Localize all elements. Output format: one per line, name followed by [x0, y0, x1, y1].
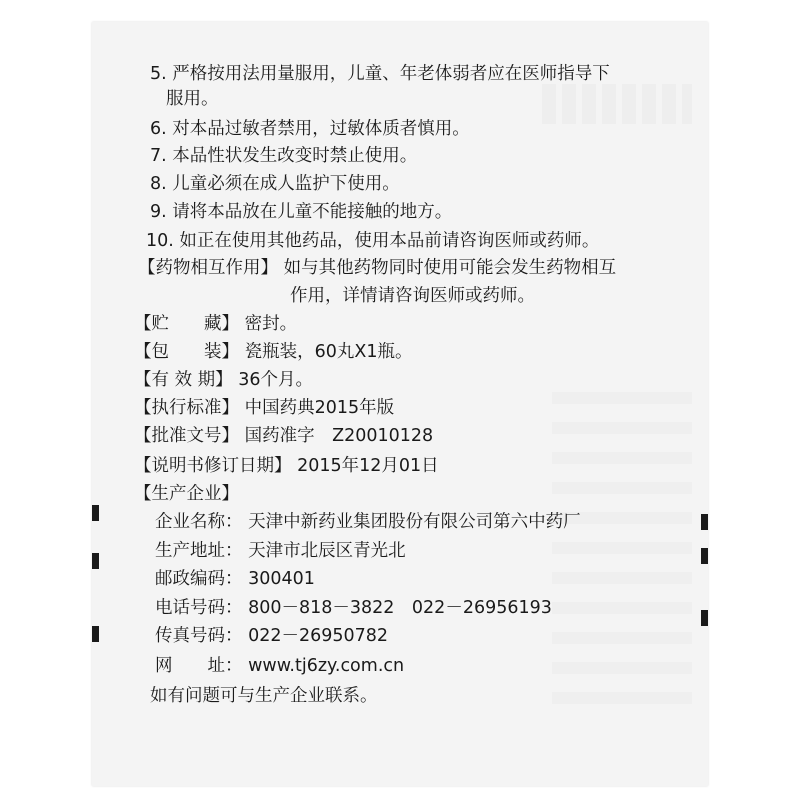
item-text: 请将本品放在儿童不能接触的地方。: [172, 202, 453, 222]
section-label: 【生产企业】: [134, 484, 239, 504]
precaution-item-8: [150, 173, 400, 195]
item-text: 对本品过敏者禁用，过敏体质者慎用。: [172, 119, 470, 139]
item-number: 7.: [150, 146, 167, 166]
field-label: 企业名称：: [155, 512, 243, 532]
section-label: 【批准文号】: [134, 426, 239, 446]
item-text: 严格按用法用量服用，儿童、年老体弱者应在医师指导下: [172, 64, 610, 84]
section-standard: [134, 397, 394, 419]
field-label: 电话号码：: [155, 598, 243, 618]
section-text-continued: 作用，详情请咨询医师或药师。: [290, 286, 535, 306]
company-postcode-row: [155, 568, 315, 590]
section-storage: [134, 313, 297, 335]
field-label: 生产地址：: [155, 541, 243, 561]
item-text: 本品性状发生改变时禁止使用。: [172, 146, 418, 166]
section-label: 【说明书修订日期】: [134, 456, 292, 476]
precaution-item-10: [146, 230, 599, 252]
section-text: 密封。: [244, 314, 298, 334]
field-label: 网 址：: [155, 656, 243, 676]
precaution-item-6: [150, 118, 470, 140]
field-label: 邮政编码：: [155, 569, 243, 589]
item-number: 6.: [150, 119, 167, 139]
item-number: 8.: [150, 174, 167, 194]
show-through-texture: [552, 392, 692, 712]
company-website-row: [155, 655, 404, 677]
item-number: 10.: [146, 231, 174, 251]
company-phone-row: [155, 597, 552, 619]
section-label: 【贮 藏】: [134, 314, 239, 334]
field-value: 800－818－3822 022－26956193: [248, 598, 552, 618]
registration-mark: [92, 505, 99, 521]
registration-mark: [701, 548, 708, 564]
section-text: 如与其他药物同时使用可能会发生药物相互: [283, 258, 617, 278]
item-text: 儿童必须在成人监护下使用。: [172, 174, 400, 194]
section-text: 36个月。: [238, 370, 313, 390]
item-text-continued: 服用。: [166, 89, 219, 109]
section-package: [134, 341, 412, 363]
section-validity: [134, 369, 313, 391]
company-fax-row: [155, 625, 388, 647]
field-value: 300401: [248, 569, 315, 589]
section-label: 【包 装】: [134, 342, 239, 362]
section-label: 【药物相互作用】: [138, 258, 278, 278]
section-label: 【有 效 期】: [134, 370, 233, 390]
show-through-texture: [542, 84, 692, 124]
field-value: 022－26950782: [248, 626, 389, 646]
section-revision-date: [134, 455, 439, 477]
item-number: 5.: [150, 64, 167, 84]
section-text: 中国药典2015年版: [244, 398, 395, 418]
section-text: 2015年12月01日: [297, 456, 439, 476]
section-label: 【执行标准】: [134, 398, 239, 418]
footer-contact-note: 如有问题可与生产企业联系。: [150, 686, 378, 706]
precaution-item-7: [150, 145, 417, 167]
field-value: www.tj6zy.com.cn: [248, 656, 405, 676]
item-text: 如正在使用其他药品，使用本品前请咨询医师或药师。: [179, 231, 600, 251]
section-text: 国药准字 Z20010128: [244, 426, 434, 446]
field-value: 天津市北辰区青光北: [248, 541, 406, 561]
company-address-row: [155, 540, 406, 562]
field-label: 传真号码：: [155, 626, 243, 646]
registration-mark: [92, 553, 99, 569]
section-approval: [134, 425, 433, 447]
registration-mark: [701, 610, 708, 626]
registration-mark: [92, 626, 99, 642]
precaution-item-9: [150, 201, 452, 223]
section-manufacturer: [134, 483, 239, 505]
section-text: 瓷瓶装，60丸X1瓶。: [244, 342, 413, 362]
field-value: 天津中新药业集团股份有限公司第六中药厂: [248, 512, 581, 532]
registration-mark: [701, 514, 708, 530]
company-name-row: [155, 511, 581, 533]
item-number: 9.: [150, 202, 167, 222]
